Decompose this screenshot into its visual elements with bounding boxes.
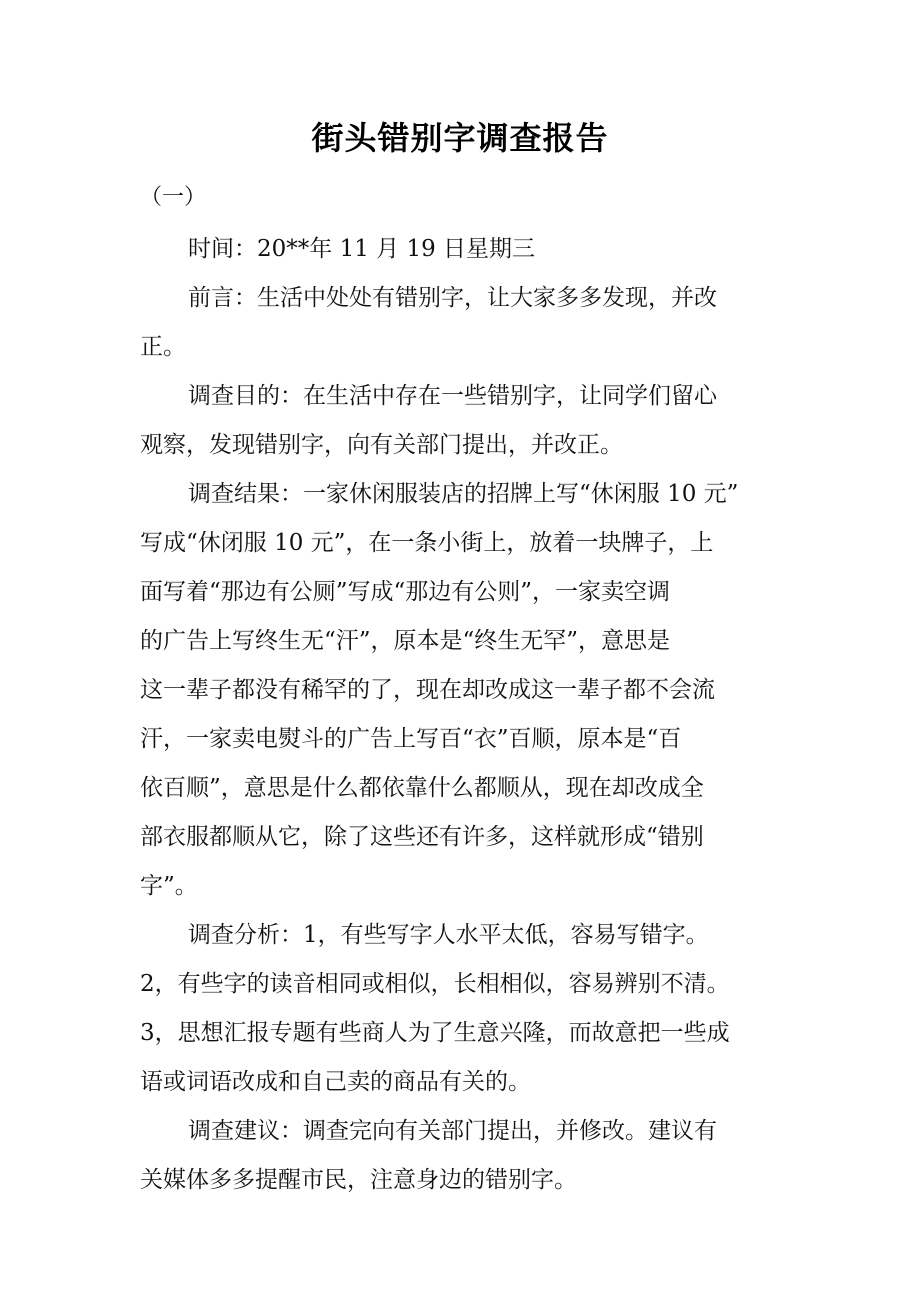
body-line: 调查建议：调查完向有关部门提出，并修改。建议有	[188, 1118, 717, 1144]
body-line: 部衣服都顺从它，除了这些还有许多，这样就形成“错别	[140, 824, 704, 850]
section-mark: （一）	[140, 185, 207, 210]
body-line: 时间：20**年 11 月 19 日星期三	[188, 236, 536, 262]
body-line: 语或词语改成和自己卖的商品有关的。	[140, 1069, 531, 1095]
body-line: 写成“休闭服 10 元”，在一条小街上，放着一块牌子，上	[140, 530, 714, 556]
document-title: 街头错别字调查报告	[311, 119, 609, 157]
document-body	[140, 225, 780, 1205]
body-line: 前言：生活中处处有错别字，让大家多多发现，并改	[188, 285, 717, 311]
body-line: 调查结果：一家休闲服装店的招牌上写“休闲服 10 元”	[188, 481, 739, 507]
body-line: 2，有些字的读音相同或相似，长相相似，容易辨别不清。	[140, 971, 730, 997]
body-line: 观察，发现错别字，向有关部门提出，并改正。	[140, 432, 623, 458]
body-line: 这一辈子都没有稀罕的了，现在却改成这一辈子都不会流	[140, 677, 715, 703]
body-line: 的广告上写终生无“汗”，原本是“终生无罕”，意思是	[140, 628, 671, 654]
body-line: 依百顺”，意思是什么都依靠什么都顺从，现在却改成全	[140, 775, 704, 801]
body-line: 调查分析：1，有些写字人水平太低，容易写错字。	[188, 922, 709, 948]
body-line: 调查目的：在生活中存在一些错别字，让同学们留心	[188, 383, 717, 409]
body-line: 面写着“那边有公厕”写成“那边有公则”，一家卖空调	[140, 579, 671, 605]
body-line: 3，思想汇报专题有些商人为了生意兴隆，而故意把一些成	[140, 1020, 730, 1046]
body-line: 汗，一家卖电熨斗的广告上写百“衣”百顺，原本是“百	[140, 726, 682, 752]
body-line: 关媒体多多提醒市民，注意身边的错别字。	[140, 1167, 577, 1193]
body-line: 字”。	[140, 873, 198, 899]
body-line: 正。	[140, 334, 186, 360]
